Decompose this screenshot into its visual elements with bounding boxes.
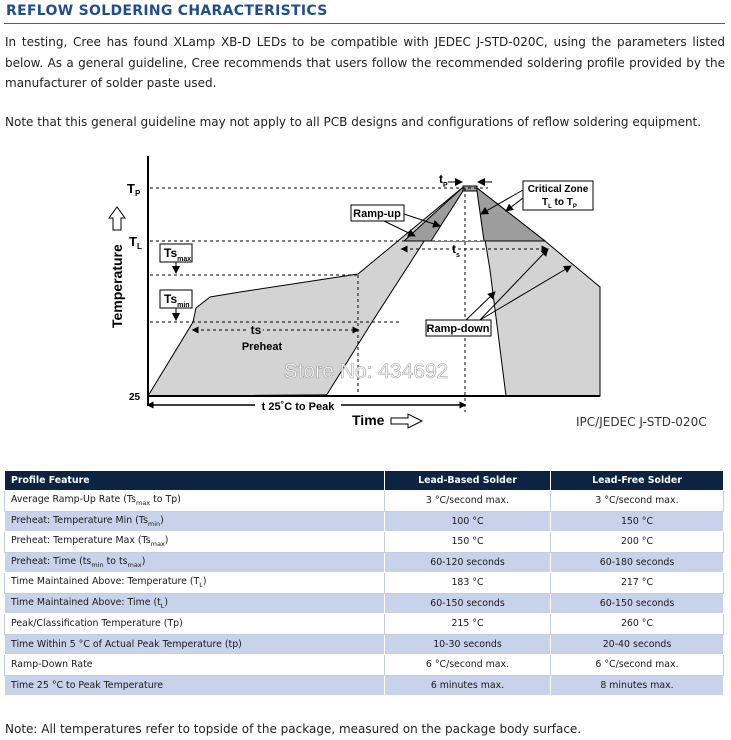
lead-based-value: 10-30 seconds <box>385 634 551 655</box>
feature-subscript: min <box>91 560 104 569</box>
feature-text: Time Maintained Above: Time (t <box>11 596 161 608</box>
lead-free-value: 60-180 seconds <box>551 552 724 573</box>
profile-feature-cell <box>5 614 385 635</box>
feature-text: Time 25 °C to Peak Temperature <box>11 679 164 691</box>
preheat-label: Preheat <box>241 341 283 353</box>
tsmin-label: $Ts_{min}$ <box>164 292 190 309</box>
lead-free-value: 6 °C/second max. <box>551 655 724 676</box>
feature-text: ) <box>160 514 164 526</box>
table-row <box>5 491 724 512</box>
ramp-up-pointer-2 <box>384 221 415 236</box>
profile-feature-cell <box>5 634 385 655</box>
lead-free-value: 217 °C <box>551 573 724 594</box>
x-axis-arrow-icon <box>391 414 422 428</box>
feature-text: Preheat: Time (ts <box>11 555 92 567</box>
x-axis-label: Time <box>352 412 385 428</box>
profile-feature-cell <box>5 593 385 614</box>
header-profile-feature: Profile Feature <box>5 471 385 491</box>
lead-based-value: 150 °C <box>385 532 551 553</box>
tp-time-label: $t_P$ <box>439 172 448 189</box>
lead-based-value: 183 °C <box>385 573 551 594</box>
feature-text: Preheat: Temperature Max (Ts <box>11 535 151 547</box>
footer-note: Note: All temperatures refer to topside of the package, measured on the package body surface. <box>5 722 582 736</box>
feature-text: to Tp) <box>150 494 181 506</box>
lead-based-value: 100 °C <box>385 511 551 532</box>
critical-zone-pointer-2 <box>506 198 523 211</box>
feature-text: ) <box>164 535 169 547</box>
table-row <box>5 634 724 655</box>
feature-text: Peak/Classification Temperature (Tp) <box>11 618 183 630</box>
watermark: Store No: 434692 <box>283 360 449 383</box>
time-to-peak-label: t 25˚C to Peak <box>261 401 335 413</box>
lead-free-value: 200 °C <box>551 532 724 553</box>
profile-feature-cell <box>5 511 385 532</box>
y-axis-label: Temperature <box>109 244 125 328</box>
profile-feature-cell <box>5 675 385 696</box>
feature-text: ) <box>141 555 146 567</box>
lead-free-value: 150 °C <box>551 511 724 532</box>
table-row <box>5 532 724 553</box>
lead-free-value: 20-40 seconds <box>551 634 724 655</box>
feature-text: Time Maintained Above: Temperature (T <box>11 576 200 588</box>
intro-paragraph: In testing, Cree has found XLamp XB-D LEDs to be compatible with JEDEC J-STD-020C, using the parameters listed below. As a general guideline, Cree recommends that users follow the recommended soldering profile provided by the manufacturer of solder paste used. <box>5 35 725 90</box>
feature-text: Average Ramp-Up Rate (Ts <box>11 494 136 506</box>
tl-tick-label: $T_L$ <box>129 234 142 251</box>
standard-reference: IPC/JEDEC J-STD-020C <box>576 415 707 429</box>
lead-free-value: 60-150 seconds <box>551 593 724 614</box>
tp-tick-label: $T_P$ <box>127 181 141 198</box>
table-header-row <box>5 471 724 491</box>
table-row <box>5 573 724 594</box>
feature-subscript: min <box>147 519 161 528</box>
ts-preheat-label: ts <box>250 323 262 337</box>
lead-based-value: 6 °C/second max. <box>385 655 551 676</box>
feature-subscript: L <box>160 601 165 610</box>
feature-subscript: max <box>135 499 151 508</box>
base-temp-label: 25 <box>129 392 141 403</box>
critical-zone-title: Critical Zone <box>527 184 589 195</box>
feature-subscript: max <box>150 540 165 549</box>
section-title: REFLOW SOLDERING CHARACTERISTICS <box>6 3 328 19</box>
profile-feature-cell <box>5 655 385 676</box>
table-row <box>5 655 724 676</box>
profile-feature-cell <box>5 552 385 573</box>
profile-feature-cell <box>5 491 385 512</box>
lead-based-value: 60-120 seconds <box>385 552 551 573</box>
feature-text: to ts <box>103 555 128 567</box>
profile-feature-cell <box>5 532 385 553</box>
table-row <box>5 614 724 635</box>
lead-free-value: 3 °C/second max. <box>551 491 724 512</box>
guideline-note-paragraph: Note that this general guideline may not apply to all PCB designs and configurations of reflow soldering equipment. <box>5 115 702 129</box>
title-underline <box>4 23 725 24</box>
lead-based-value: 3 °C/second max. <box>385 491 551 512</box>
reflow-parameters-table <box>4 470 724 696</box>
profile-feature-cell <box>5 573 385 594</box>
header-lead-free: Lead-Free Solder <box>551 471 724 491</box>
feature-text: Preheat: Temperature Min (Ts <box>11 514 148 526</box>
y-axis-arrow-icon <box>109 207 125 230</box>
feature-text: ) <box>202 576 207 588</box>
lead-free-value: 8 minutes max. <box>551 675 724 696</box>
ramp-down-label: Ramp-down <box>426 323 490 335</box>
lead-based-value: 6 minutes max. <box>385 675 551 696</box>
table-row <box>5 675 724 696</box>
table-row <box>5 511 724 532</box>
header-lead-based: Lead-Based Solder <box>385 471 551 491</box>
tl-time-label: $t_s$ <box>452 242 460 259</box>
ramp-up-label: Ramp-up <box>353 208 401 220</box>
feature-subscript: max <box>127 560 142 569</box>
table-body <box>5 491 724 696</box>
lead-free-value: 260 °C <box>551 614 724 635</box>
critical-zone-range: $T_L$ to $T_P$ <box>542 197 577 210</box>
table-row <box>5 593 724 614</box>
lead-based-value: 60-150 seconds <box>385 593 551 614</box>
lead-based-value: 215 °C <box>385 614 551 635</box>
feature-subscript: L <box>199 581 203 590</box>
tsmax-label: $Ts_{max}$ <box>164 246 192 263</box>
feature-text: Ramp-Down Rate <box>11 659 93 671</box>
table-row <box>5 552 724 573</box>
feature-text: ) <box>164 596 169 608</box>
feature-text: Time Within 5 °C of Actual Peak Temperature (tp) <box>11 638 242 650</box>
